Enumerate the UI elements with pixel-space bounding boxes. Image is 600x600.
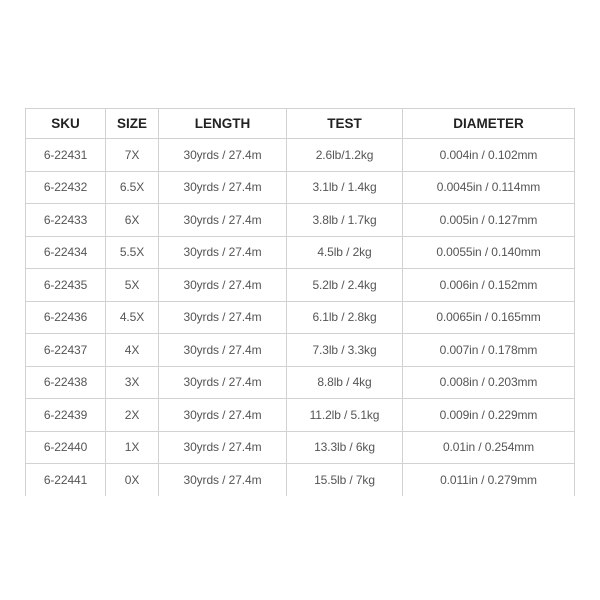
table-body (26, 139, 575, 496)
table-header (26, 109, 575, 139)
spec-table (25, 108, 575, 496)
size-cell: 3X (106, 366, 159, 399)
sku-cell: 6-22439 (26, 399, 106, 432)
diameter-cell: 0.008in / 0.203mm (403, 366, 575, 399)
test-cell: 15.5lb / 7kg (287, 464, 403, 496)
header-row (26, 109, 575, 139)
sku-cell: 6-22440 (26, 431, 106, 464)
header-test: TEST (287, 109, 403, 139)
diameter-cell: 0.006in / 0.152mm (403, 269, 575, 302)
table-row (26, 171, 575, 204)
sku-cell: 6-22435 (26, 269, 106, 302)
length-cell: 30yrds / 27.4m (159, 236, 287, 269)
length-cell: 30yrds / 27.4m (159, 399, 287, 432)
diameter-cell: 0.0045in / 0.114mm (403, 171, 575, 204)
size-cell: 2X (106, 399, 159, 432)
table-row (26, 399, 575, 432)
test-cell: 7.3lb / 3.3kg (287, 334, 403, 367)
test-cell: 13.3lb / 6kg (287, 431, 403, 464)
diameter-cell: 0.0055in / 0.140mm (403, 236, 575, 269)
length-cell: 30yrds / 27.4m (159, 366, 287, 399)
length-cell: 30yrds / 27.4m (159, 464, 287, 496)
length-cell: 30yrds / 27.4m (159, 334, 287, 367)
test-cell: 3.8lb / 1.7kg (287, 204, 403, 237)
test-cell: 8.8lb / 4kg (287, 366, 403, 399)
diameter-cell: 0.007in / 0.178mm (403, 334, 575, 367)
table-row (26, 431, 575, 464)
sku-cell: 6-22434 (26, 236, 106, 269)
size-cell: 5.5X (106, 236, 159, 269)
length-cell: 30yrds / 27.4m (159, 301, 287, 334)
length-cell: 30yrds / 27.4m (159, 139, 287, 172)
diameter-cell: 0.0065in / 0.165mm (403, 301, 575, 334)
sku-cell: 6-22441 (26, 464, 106, 496)
length-cell: 30yrds / 27.4m (159, 171, 287, 204)
table-row (26, 301, 575, 334)
size-cell: 1X (106, 431, 159, 464)
sku-cell: 6-22438 (26, 366, 106, 399)
table-row (26, 139, 575, 172)
header-sku: SKU (26, 109, 106, 139)
diameter-cell: 0.011in / 0.279mm (403, 464, 575, 496)
length-cell: 30yrds / 27.4m (159, 431, 287, 464)
diameter-cell: 0.009in / 0.229mm (403, 399, 575, 432)
table-row (26, 464, 575, 496)
test-cell: 11.2lb / 5.1kg (287, 399, 403, 432)
size-cell: 6.5X (106, 171, 159, 204)
test-cell: 6.1lb / 2.8kg (287, 301, 403, 334)
header-length: LENGTH (159, 109, 287, 139)
size-cell: 0X (106, 464, 159, 496)
size-cell: 5X (106, 269, 159, 302)
table-row (26, 334, 575, 367)
test-cell: 5.2lb / 2.4kg (287, 269, 403, 302)
length-cell: 30yrds / 27.4m (159, 269, 287, 302)
size-cell: 7X (106, 139, 159, 172)
table-row (26, 236, 575, 269)
sku-cell: 6-22433 (26, 204, 106, 237)
header-size: SIZE (106, 109, 159, 139)
sku-cell: 6-22436 (26, 301, 106, 334)
sku-cell: 6-22432 (26, 171, 106, 204)
sku-cell: 6-22437 (26, 334, 106, 367)
diameter-cell: 0.004in / 0.102mm (403, 139, 575, 172)
table-row (26, 366, 575, 399)
header-diameter: DIAMETER (403, 109, 575, 139)
test-cell: 4.5lb / 2kg (287, 236, 403, 269)
diameter-cell: 0.005in / 0.127mm (403, 204, 575, 237)
table-row (26, 269, 575, 302)
size-cell: 4X (106, 334, 159, 367)
sku-cell: 6-22431 (26, 139, 106, 172)
size-cell: 4.5X (106, 301, 159, 334)
size-cell: 6X (106, 204, 159, 237)
test-cell: 3.1lb / 1.4kg (287, 171, 403, 204)
diameter-cell: 0.01in / 0.254mm (403, 431, 575, 464)
table-row (26, 204, 575, 237)
test-cell: 2.6lb/1.2kg (287, 139, 403, 172)
length-cell: 30yrds / 27.4m (159, 204, 287, 237)
